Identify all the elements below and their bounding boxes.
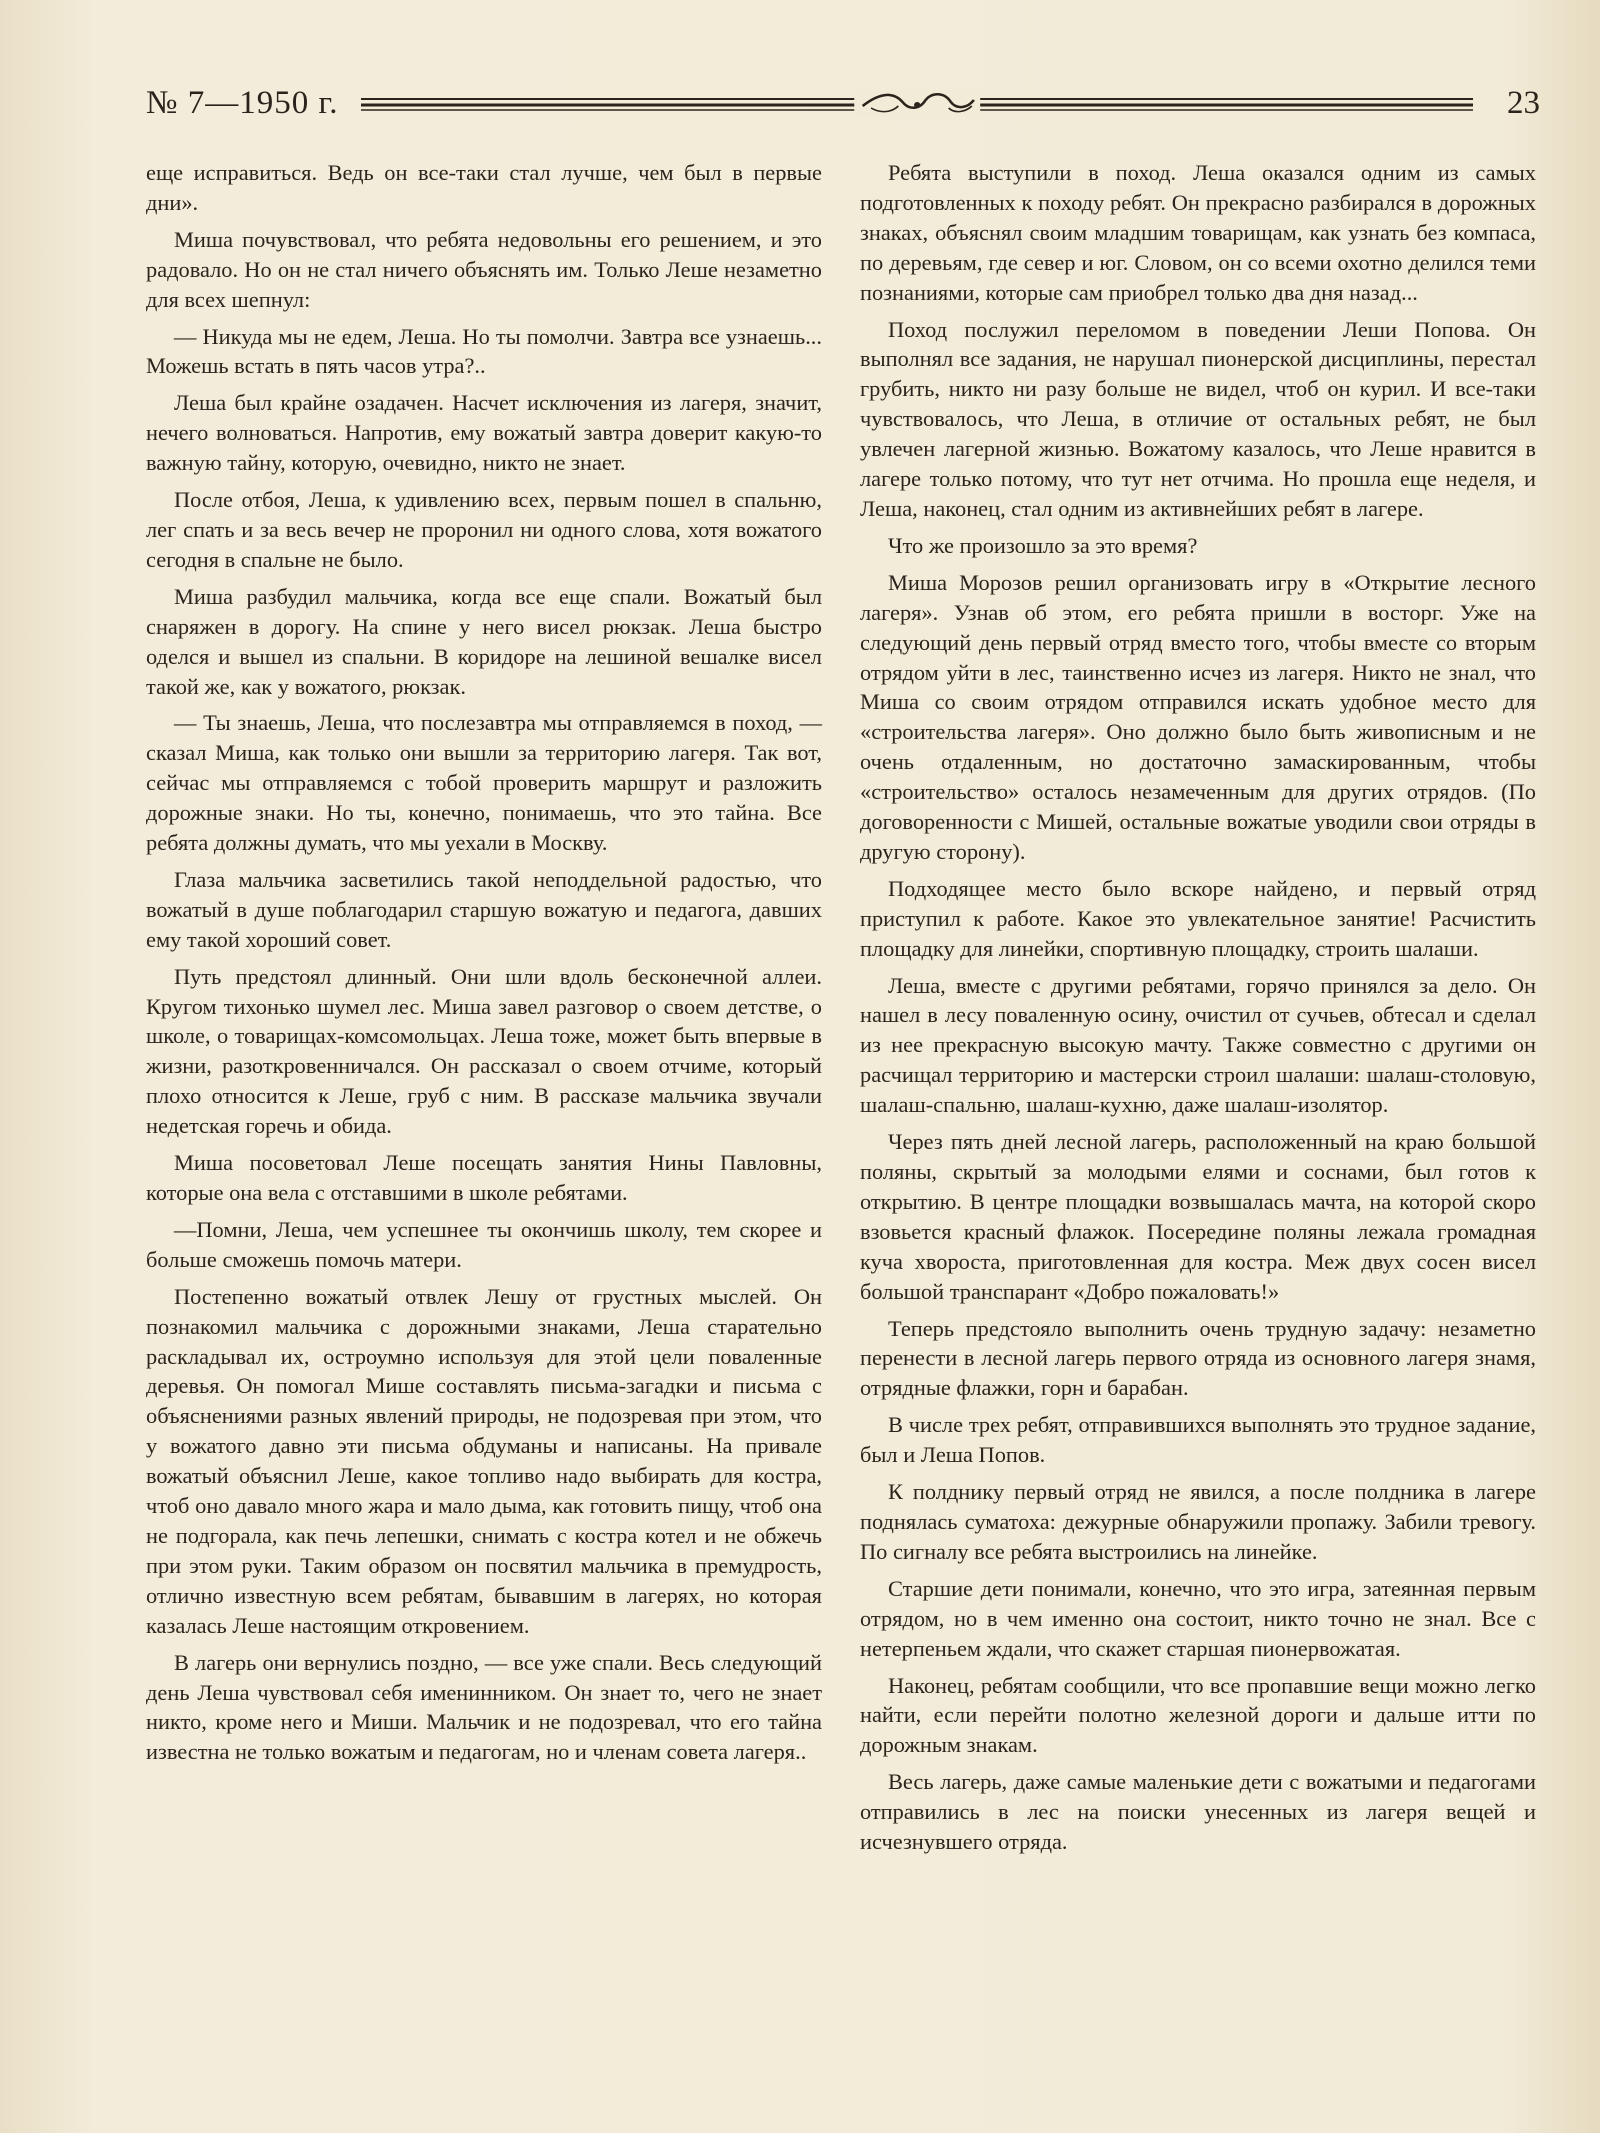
left-column — [146, 158, 822, 1774]
paragraph: Подходящее место было вскоре найдено, и первый отряд приступил к работе. Какое это увлекательное занятие! Расчистить площадку для линейки, спортивную площадку, строить шалаши. — [860, 875, 1536, 961]
paragraph: Миша почувствовал, что ребята недовольны его решением, и это радовало. Но он не стал ничего объяснять им. Только Леше незаметно для всех шепнул: — [146, 226, 822, 312]
paragraph: После отбоя, Леша, к удивлению всех, первым пошел в спальню, лег спать и за весь вечер не проронил ни одного слова, хотя вожатого сегодня в спальне не было. — [146, 487, 822, 572]
paragraph: Ребята выступили в поход. Леша оказался одним из самых подготовленных к походу ребят. Он прекрасно разбирался в дорожных знаках, объяснял своим младшим товарищам, как узнать без компаса, по деревьям, где север и юг. Словом, он со всеми охотно делился теми познаниями, которые сам приобрел только два дня назад... — [860, 160, 1536, 305]
paragraph: Путь предстоял длинный. Они шли вдоль бесконечной аллеи. Кругом тихонько шумел лес. Миша завел разговор о своем детстве, о школе, о товарищах-комсомольцах. Леша тоже, может быть впервые в жизни, разоткровенничался. Он рассказал о своем отчиме, который плохо относится к Леше, груб с ним. В рассказе мальчика звучали недетская горечь и обида. — [146, 963, 822, 1139]
paragraph: —Помни, Леша, чем успешнее ты окончишь школу, тем скорее и больше сможешь помочь матери. — [146, 1216, 822, 1272]
paragraph: Старшие дети понимали, конечно, что это игра, затеянная первым отрядом, но в чем именно она состоит, никто точно не знал. Все с нетерпеньем ждали, что скажет старшая пионервожатая. — [860, 1575, 1536, 1661]
paragraph: Глаза мальчика засветились такой неподдельной радостью, что вожатый в душе поблагодарил старшую вожатую и педагога, давших ему такой хороший совет. — [146, 866, 822, 952]
issue-number: № 7—1950 г. — [146, 84, 339, 121]
paragraph: В числе трех ребят, отправившихся выполнять это трудное задание, был и Леша Попов. — [860, 1412, 1536, 1468]
paragraph: — Ты знаешь, Леша, что послезавтра мы отправляемся в поход, — сказал Миша, как только они вышли за территорию лагеря. Так вот, сейчас мы отправляемся с тобой проверить маршрут и разложить дорожные знаки. Но ты, конечно, понимаешь, что это тайна. Все ребята должны думать, что мы уехали в Москву. — [146, 710, 822, 856]
paragraph: Что же произошло за это время? — [888, 532, 1198, 558]
paragraph: Через пять дней лесной лагерь, расположенный на краю большой поляны, скрытый за молодыми елями и соснами, был готов к открытию. В центре площадки возвышалась мачта, на которой скоро взовьется красный флажок. Посередине поляны лежала громадная куча хвороста, приготовленная для костра. Меж двух сосен висел большой транспарант «Добро пожаловать!» — [860, 1129, 1536, 1304]
paragraph: Миша посоветовал Леше посещать занятия Нины Павловны, которые она вела с отставшими в школе ребятами. — [146, 1150, 822, 1205]
paragraph: Наконец, ребятам сообщили, что все пропавшие вещи можно легко найти, если перейти полотно железной дороги и дальше итти по дорожным знакам. — [860, 1672, 1536, 1758]
paragraph: Леша, вместе с другими ребятами, горячо принялся за дело. Он нашел в лесу поваленную осину, очистил от сучьев, обтесал и сделал из нее прекрасную высокую мачту. Также совместно с другими он расчищал территорию и мастерски строил шалаши: шалаш-столовую, шалаш-спальню, шалаш-кухню, даже шалаш-изолятор. — [860, 972, 1536, 1118]
paragraph: — Никуда мы не едем, Леша. Но ты помолчи. Завтра все узнаешь... Можешь встать в пять часов утра?.. — [146, 323, 822, 379]
paragraph: Миша Морозов решил организовать игру в «Открытие лесного лагеря». Узнав об этом, его ребята пришли в восторг. Уже на следующий день первый отряд вместо того, чтобы вместе со вторым отрядом уйти в лес, таинственно исчез из лагеря. Никто не знал, что Миша со своим отрядом отправился искать удобное место для «строительства лагеря». Оно должно было быть живописным и не очень отдаленным, но достаточно замаскированным, чтобы «строительство» осталось незамеченным для других отрядов. (По договоренности с Мишей, остальные вожатые уводили свои отряды в другую сторону). — [860, 569, 1536, 864]
page-number: 23 — [1507, 84, 1540, 121]
paragraph: Теперь предстояло выполнить очень трудную задачу: незаметно перенести в лесной лагерь первого отряда из основного лагеря знамя, отрядные флажки, горн и барабан. — [860, 1315, 1536, 1401]
right-column — [860, 158, 1536, 1864]
paragraph: Леша был крайне озадачен. Насчет исключения из лагеря, значит, нечего волноваться. Напротив, ему вожатый завтра доверит какую-то важную тайну, которую, очевидно, никто не знает. — [146, 390, 822, 476]
paragraph: К полднику первый отряд не явился, а после полдника в лагере поднялась суматоха: дежурные обнаружили пропажу. Забили тревогу. По сигналу все ребята выстроились на линейке. — [860, 1479, 1536, 1564]
paragraph: Поход послужил переломом в поведении Леши Попова. Он выполнял все задания, не нарушал пионерской дисциплины, перестал грубить, никто ни разу больше не видел, чтоб он курил. И все-таки чувствовалось, что Леша, в отличие от остальных ребят, не был увлечен лагерной жизнью. Вожатому казалось, что Леше нравится в лагере только потому, что тут нет отчима. Но прошла еще неделя, и Леша, наконец, стал одним из активнейших ребят в лагере. — [860, 316, 1536, 521]
paragraph: еще исправиться. Ведь он все-таки стал лучше, чем был в первые дни». — [146, 160, 822, 215]
paragraph: В лагерь они вернулись поздно, — все уже спали. Весь следующий день Леша чувствовал себя именинником. Он знает то, чего не знает никто, кроме него и Миши. Мальчик и не подозревал, что его тайна известна не только вожатым и педагогам, но и членам совета лагеря.. — [146, 1649, 822, 1765]
paragraph: Весь лагерь, даже самые маленькие дети с вожатыми и педагогами отправились в лес на поиски унесенных из лагеря вещей и исчезнувшего отряда. — [860, 1769, 1536, 1855]
page-header — [146, 78, 1540, 128]
paragraph: Постепенно вожатый отвлек Лешу от грустных мыслей. Он познакомил мальчика с дорожными знаками, Леша старательно раскладывал их, остроумно используя для этой цели поваленные деревья. Он помогал Мише составлять письма-загадки и письма с объяснениями разных явлений природы, не подозревая при этом, что у вожатого давно эти письма обдуманы и написаны. На привале вожатый объяснил Леше, какое топливо надо выбирать для костра, чтоб оно давало много жара и мало дыма, как готовить пищу, чтоб она не подгорала, как печь лепешки, снимать с костра котел и не обжечь при этом руки. Таким образом он посвятил мальчика в премудрость, отлично известную всем ребятам, бывавшим в лагерях, но которая казалась Леше настоящим откровением. — [146, 1283, 822, 1638]
paragraph: Миша разбудил мальчика, когда все еще спали. Вожатый был снаряжен в дорогу. На спине у него висел рюкзак. Леша быстро оделся и вышел из спальни. В коридоре на лешиной вешалке висел такой же, как у вожатого, рюкзак. — [146, 583, 822, 699]
ornamental-rule — [361, 88, 1473, 118]
